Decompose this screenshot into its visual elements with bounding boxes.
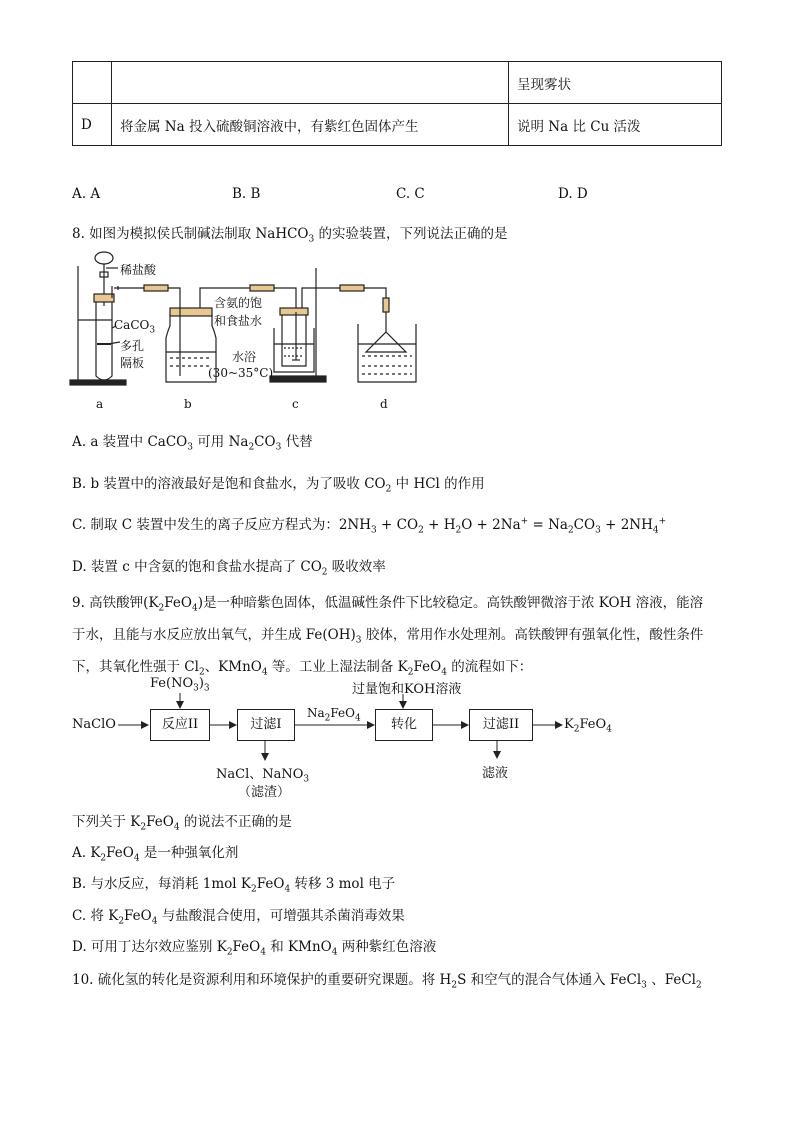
label-water-bath-1: 水浴 (232, 350, 257, 364)
q9-option-d[interactable]: D. 可用丁达尔效应鉴别 $K_2FeO_4$ 和 KMnO$_4$ 两种紫红色溶液 (72, 939, 437, 958)
q9-question: 下列关于 $K_2FeO_4$ 的说法不正确的是 (72, 814, 292, 833)
table-cell: D (73, 104, 112, 146)
q8-option-a[interactable]: A. a 装置中 CaCO$_3$ 可用 $Na_2CO_3$ 代替 (72, 434, 313, 453)
q9-stem-line-3: 下，其氧化性强于 $Cl_2$、KMnO$_4$ 等。工业上湿法制备 $K_2FeO_4$ 的流程如下： (72, 659, 533, 678)
flow-input-koh: 过量饱和KOH溶液 (352, 682, 462, 697)
q8-stem: 8. 如图为模拟侯氏制碱法制取 NaHCO$_3$ 的实验装置，下列说法正确的是 (72, 226, 508, 245)
q10-stem: 10. 硫化氢的转化是资源利用和环境保护的重要研究课题。将 $H_2S$ 和空气的混合气体通入 FeCl$_3$ 、FeCl$_2$ (72, 972, 702, 991)
option-d[interactable]: D. D (558, 186, 588, 202)
label-porous-plate-2: 隔板 (120, 356, 145, 370)
label-water-bath-2: (30~35°C) (208, 366, 274, 380)
flow-label-na2feo4: $Na_2FeO_4$ (307, 706, 361, 724)
q9-option-a[interactable]: A. $K_2FeO_4$ 是一种强氧化剂 (72, 845, 239, 864)
label-hydrochloric-acid: 稀盐酸 (120, 263, 157, 277)
flow-output-k2feo4: $K_2FeO_4$ (564, 717, 612, 735)
label-ammonia-brine-2: 和食盐水 (214, 314, 263, 328)
q9-option-b[interactable]: B. 与水反应，每消耗 1mol $K_2FeO_4$ 转移 3 mol 电子 (72, 876, 396, 895)
flow-residue-salts: NaCl、NaNO$_3$ (216, 767, 310, 785)
table-cell: 说明 Na 比 Cu 活泼 (509, 104, 722, 146)
option-c[interactable]: C. C (396, 186, 425, 202)
label-ammonia-brine-1: 含氨的饱 (214, 296, 263, 310)
q9-option-c[interactable]: C. 将 $K_2FeO_4$ 与盐酸混合使用，可增强其杀菌消毒效果 (72, 908, 405, 927)
q8-option-b[interactable]: B. b 装置中的溶液最好是饱和食盐水，为了吸收 $CO_2$ 中 HCl 的作用 (72, 476, 485, 495)
flow-filtrate-label: 滤液 (482, 766, 509, 781)
table-cell: 呈现雾状 (509, 62, 722, 104)
table-cell: 将金属 Na 投入硫酸铜溶液中，有紫红色固体产生 (112, 104, 509, 146)
flow-residue-label: （滤渣） (238, 785, 291, 800)
label-apparatus-d: d (380, 397, 388, 411)
option-a[interactable]: A. A (72, 186, 101, 202)
q9-stem-line-2: 于水，且能与水反应放出氧气，并生成 $Fe(OH)_3$ 胶体，常用作水处理剂。高铁酸钾有强氧化性，酸性条件 (72, 627, 704, 646)
option-b[interactable]: B. B (232, 186, 261, 202)
label-apparatus-a: a (96, 397, 104, 411)
flow-box-filter-ii: 过滤II (469, 709, 533, 741)
flow-box-reaction-ii: 反应II (150, 709, 210, 741)
q8-option-d[interactable]: D. 装置 c 中含氨的饱和食盐水提高了 $CO_2$ 吸收效率 (72, 559, 386, 578)
label-caco3: CaCO$_3$ (114, 318, 156, 336)
q9-stem-line-1: 9. 高铁酸钾$(K_2FeO_4)$是一种暗紫色固体，低温碱性条件下比较稳定。高铁酸钾微溶于浓 KOH 溶液，能溶 (72, 595, 704, 614)
flow-box-conversion: 转化 (375, 709, 433, 741)
flow-input-fe-nitrate: $Fe(NO_3)_3$ (150, 676, 210, 694)
label-apparatus-b: b (184, 397, 192, 411)
label-porous-plate-1: 多孔 (120, 339, 145, 353)
flow-box-filter-i: 过滤I (237, 709, 295, 741)
q8-option-c[interactable]: C. 制取 C 装置中发生的离子反应方程式为：$2NH_3 + CO_2 + H_2O + 2Na^+ = Na_2CO_3 + 2NH_4^+$ (72, 516, 667, 536)
flow-input-naclo: NaClO (72, 717, 116, 732)
label-apparatus-c: c (292, 397, 299, 411)
